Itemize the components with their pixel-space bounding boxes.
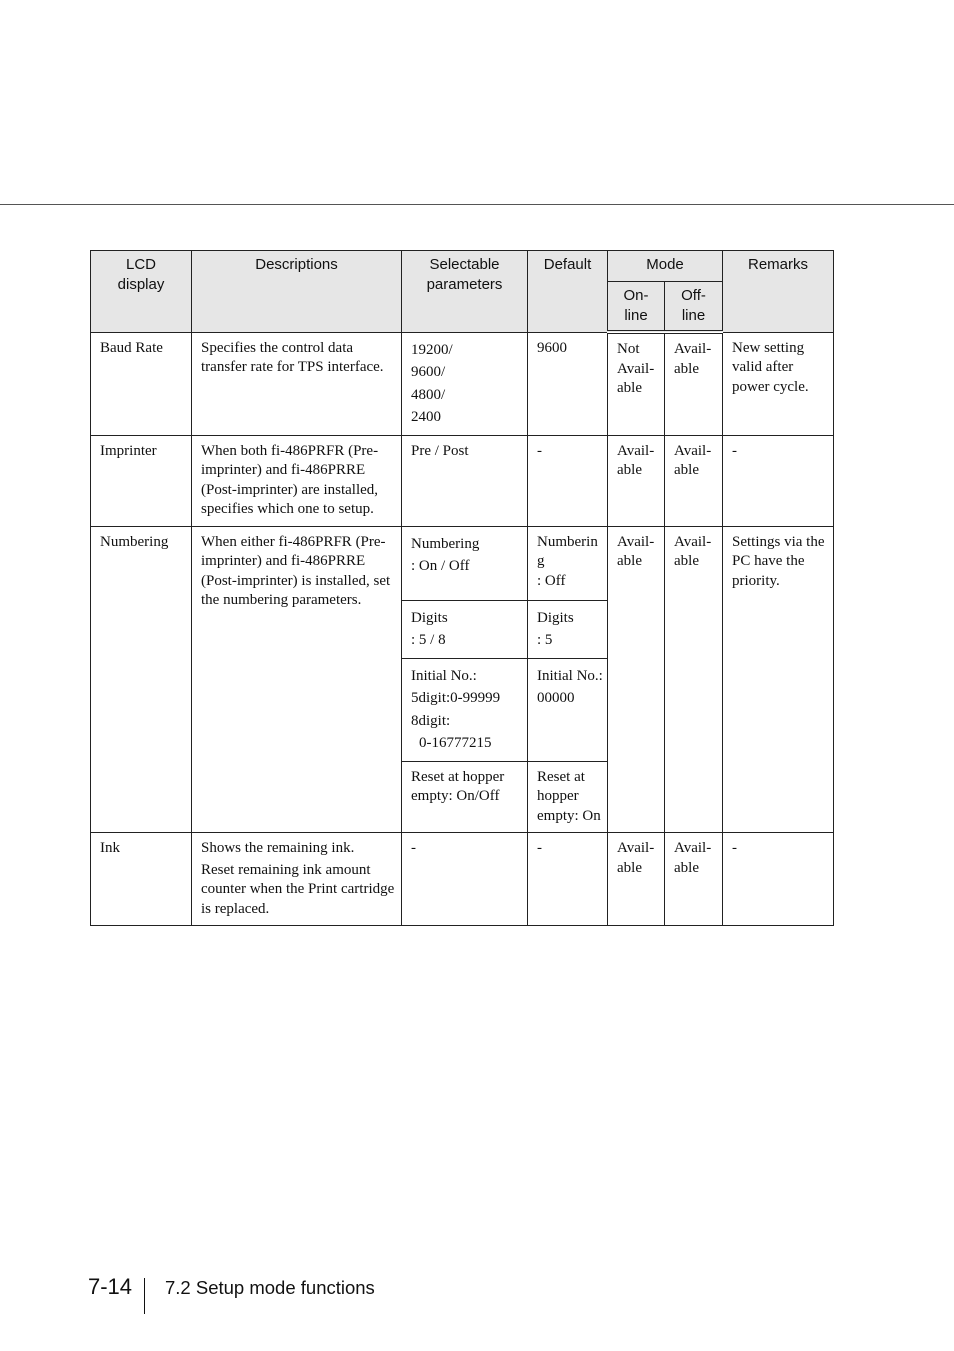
description-cell bbox=[192, 833, 402, 926]
online-cell: Avail- able bbox=[608, 833, 665, 926]
parameter-cell: - bbox=[402, 833, 528, 926]
header-selectable-parameters: Selectable parameters bbox=[402, 251, 528, 333]
parameter-text: Initial No.: 5digit:0-99999 8digit: bbox=[411, 667, 501, 729]
lcd-cell: Numbering bbox=[91, 526, 192, 833]
parameter-cell: Reset at hopper empty: On/Off bbox=[402, 761, 528, 833]
remarks-cell: Settings via the PC have the priority. bbox=[723, 526, 834, 833]
parameter-cell: Digits : 5 / 8 bbox=[402, 600, 528, 658]
header-descriptions: Descriptions bbox=[192, 251, 402, 333]
remarks-cell: - bbox=[723, 833, 834, 926]
table-header-row bbox=[91, 251, 834, 282]
description-cell: Specifies the control data transfer rate for TPS interface. bbox=[192, 332, 402, 435]
header-mode: Mode bbox=[608, 251, 723, 282]
online-cell: Avail- able bbox=[608, 435, 665, 526]
table-row bbox=[91, 332, 834, 435]
header-default: Default bbox=[528, 251, 608, 333]
default-cell: Numberin g : Off bbox=[528, 526, 608, 600]
header-on-line: On- line bbox=[608, 282, 665, 333]
section-title: 7.2 Setup mode functions bbox=[165, 1277, 375, 1298]
description-cell: When both fi-486PRFR (Pre-imprinter) and fi-486PRRE (Post-imprinter) are installed, specifies which one to setup. bbox=[192, 435, 402, 526]
online-cell: Avail- able bbox=[608, 526, 665, 833]
table-row bbox=[91, 833, 834, 926]
table-row bbox=[91, 526, 834, 600]
lcd-cell: Baud Rate bbox=[91, 332, 192, 435]
remarks-cell: New setting valid after power cycle. bbox=[723, 332, 834, 435]
parameter-range-text: 0-16777215 bbox=[419, 735, 492, 751]
header-off-line: Off- line bbox=[665, 282, 723, 333]
lcd-cell: Imprinter bbox=[91, 435, 192, 526]
lcd-cell: Ink bbox=[91, 833, 192, 926]
default-cell: - bbox=[528, 833, 608, 926]
parameter-cell: Pre / Post bbox=[402, 435, 528, 526]
footer-divider bbox=[144, 1278, 145, 1314]
offline-cell: Avail- able bbox=[665, 332, 723, 435]
default-cell: Digits : 5 bbox=[528, 600, 608, 658]
description-line: Shows the remaining ink. bbox=[201, 840, 355, 856]
table-row bbox=[91, 435, 834, 526]
parameter-cell: 19200/ 9600/ 4800/ 2400 bbox=[402, 332, 528, 435]
offline-cell: Avail- able bbox=[665, 833, 723, 926]
parameter-cell bbox=[402, 658, 528, 761]
default-cell: - bbox=[528, 435, 608, 526]
header-remarks: Remarks bbox=[723, 251, 834, 333]
setup-parameters-table bbox=[90, 250, 834, 926]
default-cell: Initial No.: 00000 bbox=[528, 658, 608, 761]
page-number: 7-14 bbox=[88, 1274, 133, 1299]
remarks-cell: - bbox=[723, 435, 834, 526]
default-cell: Reset at hopper empty: On bbox=[528, 761, 608, 833]
offline-cell: Avail- able bbox=[665, 435, 723, 526]
description-line: Reset remaining ink amount counter when the Print cartridge is replaced. bbox=[201, 861, 395, 917]
default-cell: 9600 bbox=[528, 332, 608, 435]
header-rule bbox=[0, 204, 954, 205]
parameter-cell: Numbering : On / Off bbox=[402, 526, 528, 600]
online-cell: Not Avail- able bbox=[608, 332, 665, 435]
header-lcd-display: LCD display bbox=[91, 251, 192, 333]
offline-cell: Avail- able bbox=[665, 526, 723, 833]
description-cell: When either fi-486PRFR (Pre-imprinter) and fi-486PRRE (Post-imprinter) is installed, set the numbering parameters. bbox=[192, 526, 402, 833]
